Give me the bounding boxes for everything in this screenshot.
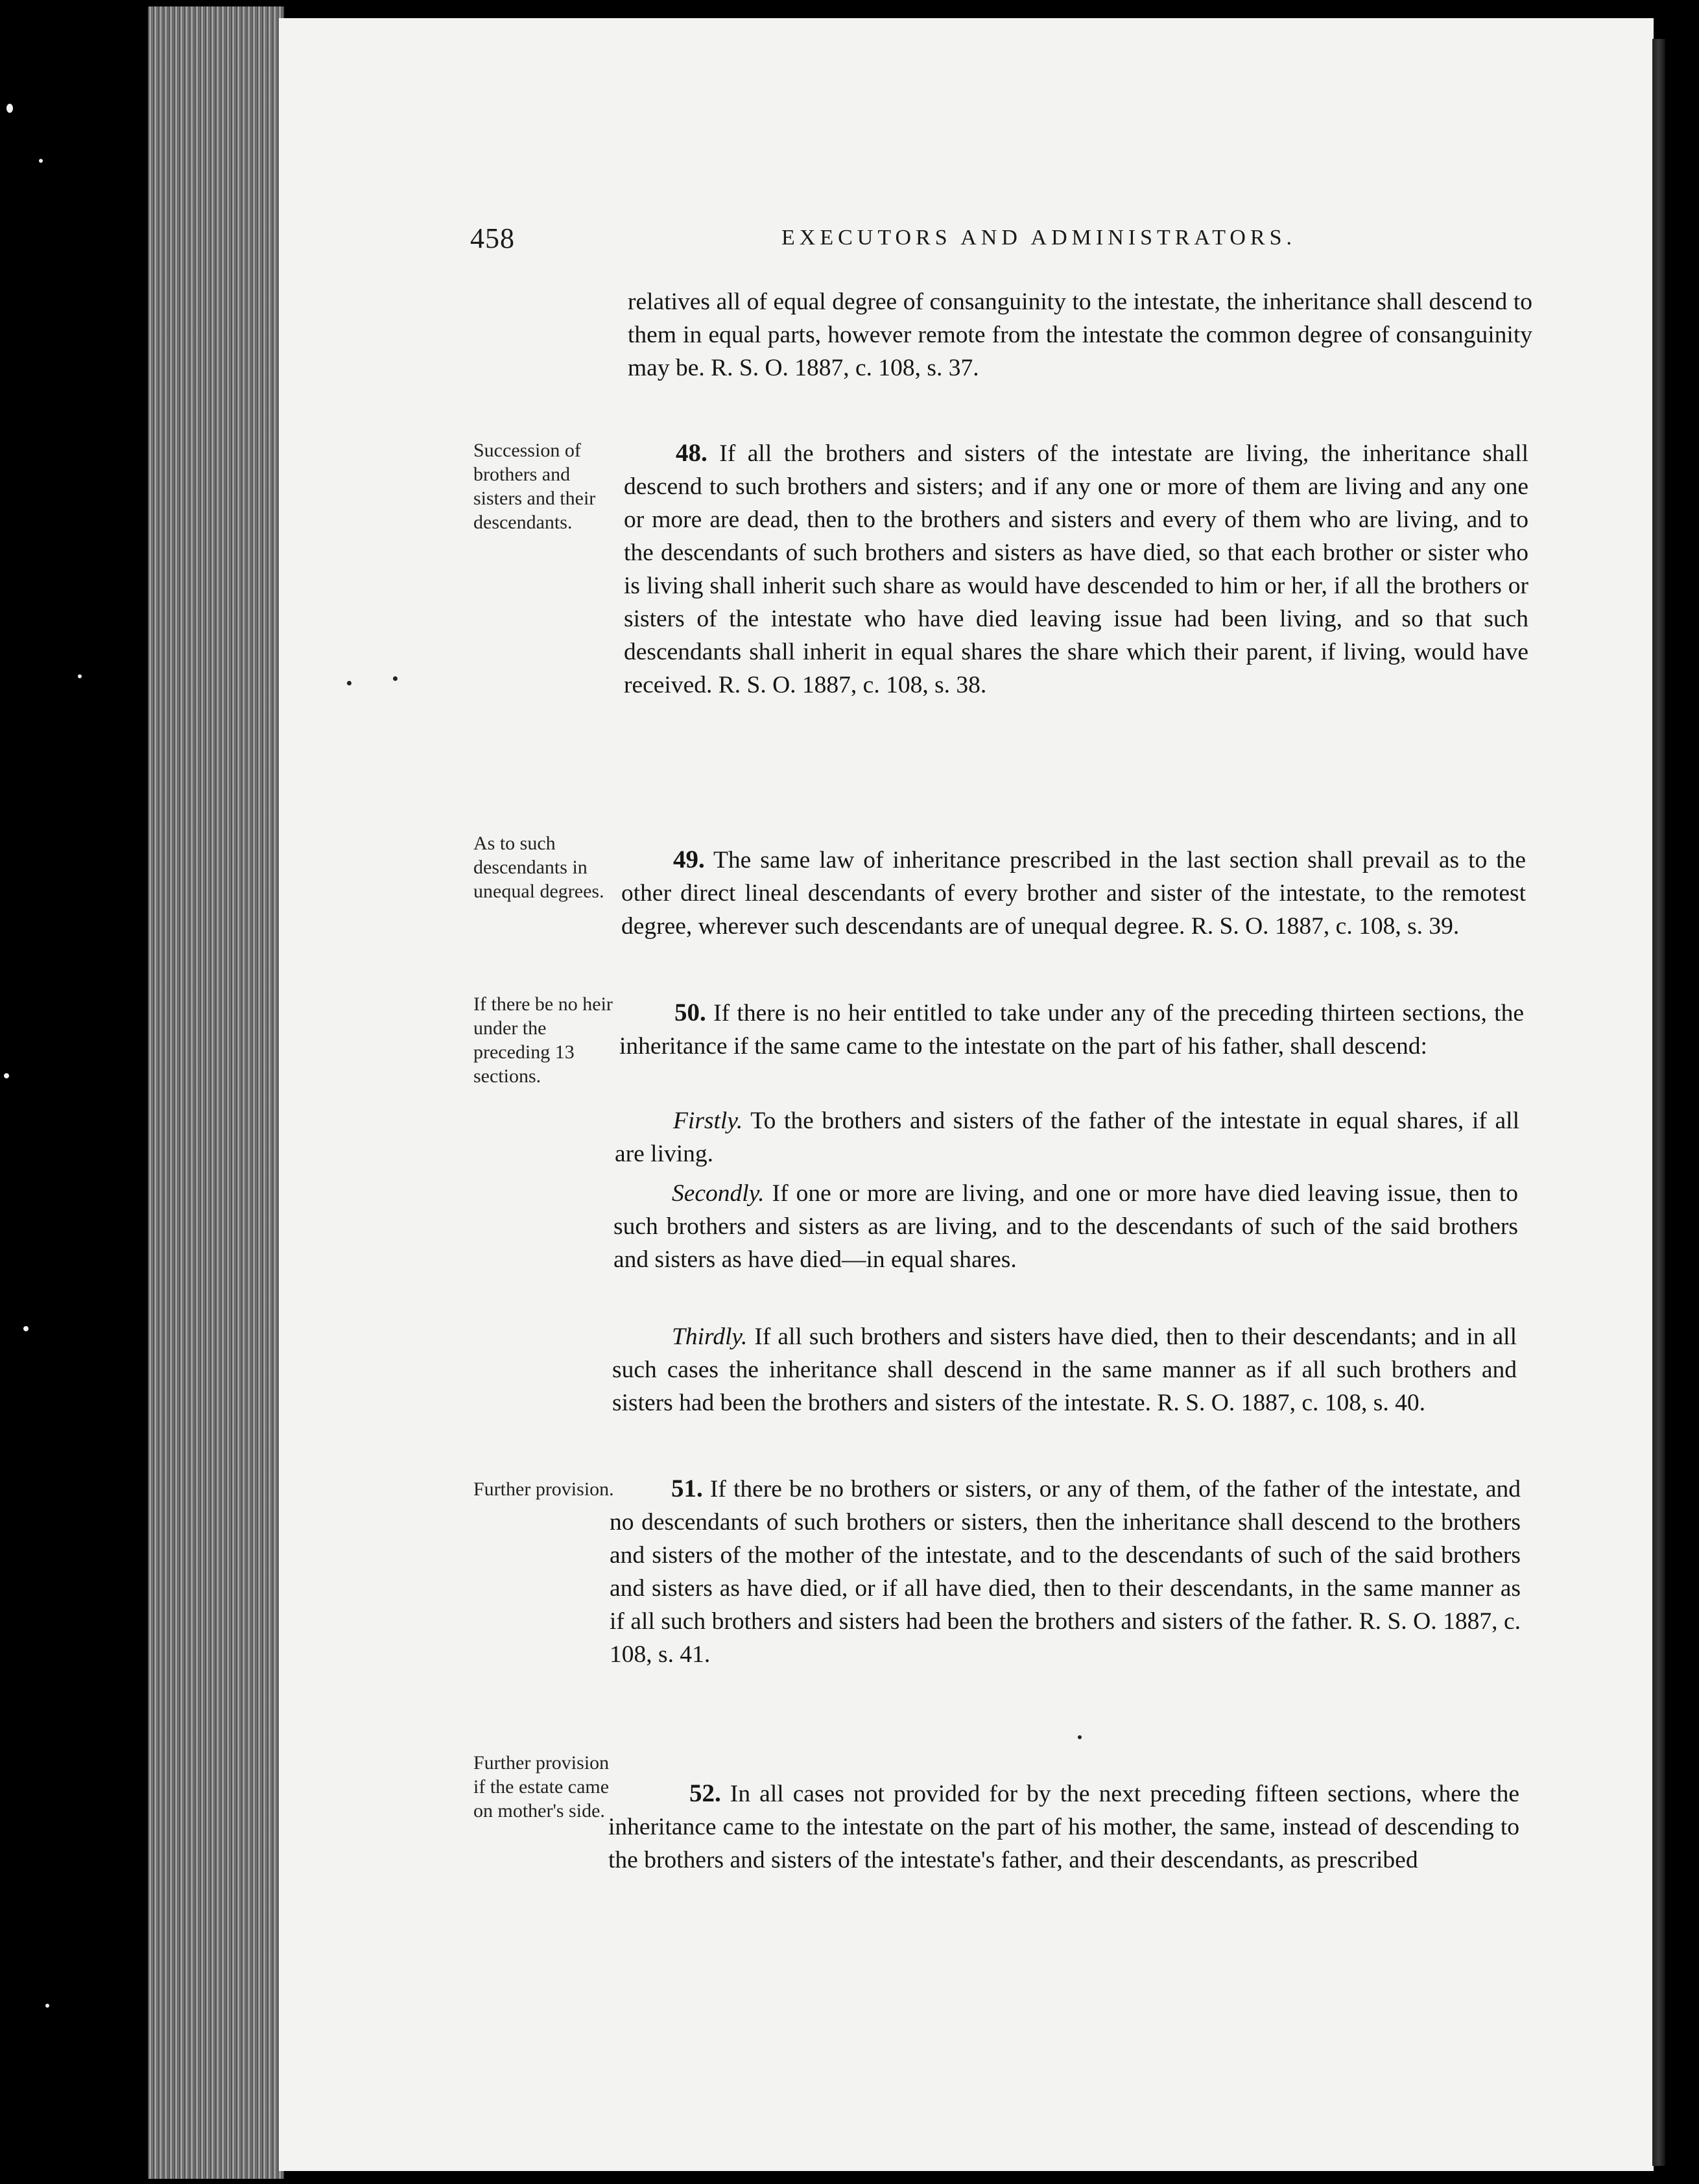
clause-lead: Thirdly. — [672, 1323, 748, 1350]
scan-speck — [6, 104, 13, 113]
facing-page-edge — [1652, 39, 1665, 2166]
clause-text: If all such brothers and sisters have died, then to their descendants; and in all such cases the inheritance shall descend in the same manner as if all such brothers and sisters had been the brothers and sisters of the intestate. R. S. O. 1887, c. 108, s. 40. — [612, 1323, 1517, 1416]
section-number: 51. — [671, 1475, 703, 1502]
section-text: The same law of inheritance prescribed in the last section shall prevail as to the other direct lineal descendants of every brother and sister of the intestate, to the remotest degree, wherever such descendants are of unequal degree. R. S. O. 1887, c. 108, s. 39. — [621, 847, 1526, 940]
section-text: If all the brothers and sisters of the intestate are living, the inheritance shall descend to such brothers and sisters; and if any one or more of them are living and any one or more are dead, then to the brothers and sisters and every of them who are living, and to the descendants of such brothers and sisters as have died, so that each brother or sister who is living shall inherit such share as would have descended to him or her, if all the brothers or sisters of the intestate who have died leaving issue had been living, and so that such descendants shall inherit in equal shares the share which their parent, if living, would have received. R. S. O. 1887, c. 108, s. 38. — [624, 440, 1528, 698]
section-number: 50. — [674, 999, 706, 1027]
paragraph-47-end — [628, 285, 1532, 385]
scan-speck — [78, 674, 82, 678]
margin-note-48: Succession of brothers and sisters and their descendants. — [473, 440, 596, 533]
scan-speck — [39, 159, 43, 163]
margin-note-51: Further provision. — [473, 1478, 614, 1500]
clause-lead: Firstly. — [673, 1108, 743, 1134]
section-52 — [608, 1777, 1519, 1877]
margin-note-52: Further provision if the estate came on mother's side. — [473, 1752, 610, 1822]
running-head: EXECUTORS AND ADMINISTRATORS. — [781, 226, 1296, 250]
section-49 — [621, 843, 1526, 943]
scan-speck — [1517, 2165, 1523, 2170]
scan-speck — [23, 1326, 29, 1331]
section-text: If there be no brothers or sisters, or any of them, of the father of the intestate, and no descendants of such brothers or sisters, then the inheritance shall descend to the brothers and sisters of the mother of the intestate, and to the descendants of such of the said brothers and sisters as have died, or if all have died, then to their descendants, in the same manner as if all such brothers and sisters had been the brothers and sisters of the father. R. S. O. 1887, c. 108, s. 41. — [610, 1476, 1521, 1668]
clause-lead: Secondly. — [672, 1180, 765, 1207]
section-51 — [610, 1472, 1521, 1671]
section-50-firstly — [615, 1104, 1519, 1170]
section-text: In all cases not provided for by the next preceding fifteen sections, where the inheritance came to the intestate on the part of his mother, the same, instead of descending to the brothers and sisters of the intestate's father, and their descendants, as prescribed — [608, 1781, 1519, 1873]
ink-dot — [347, 681, 351, 685]
ink-dot — [1078, 1735, 1082, 1739]
section-48 — [624, 436, 1528, 702]
section-50-thirdly — [612, 1320, 1517, 1419]
paragraph-text: relatives all of equal degree of consanguinity to the intestate, the inheritance shall descend to them in equal parts, however remote from the intestate the common degree of consanguinity may be. R. S. O. 1887, c. 108, s. 37. — [628, 289, 1532, 381]
margin-note-50: If there be no heir under the preceding 13 sections. — [473, 993, 613, 1087]
section-text: If there is no heir entitled to take under any of the preceding thirteen sections, the inheritance if the same came to the intestate on the part of his father, shall descend: — [619, 1000, 1524, 1060]
scan-speck — [45, 2004, 49, 2008]
section-number: 52. — [689, 1779, 721, 1807]
book-page-edges — [148, 6, 284, 2179]
section-50-secondly — [613, 1177, 1518, 1276]
section-number: 48. — [676, 439, 707, 467]
clause-text: If one or more are living, and one or more have died leaving issue, then to such brothers and sisters as are living, and to the descendants of such of the said brothers and sisters as have died—in equal shares. — [613, 1180, 1518, 1273]
section-50 — [619, 996, 1524, 1063]
ink-dot — [393, 676, 398, 681]
page-header — [470, 222, 1657, 261]
scan-speck — [4, 1073, 9, 1078]
clause-text: To the brothers and sisters of the father of the intestate in equal shares, if all are living. — [615, 1108, 1519, 1167]
page-number: 458 — [470, 222, 515, 254]
section-number: 49. — [673, 846, 705, 873]
margin-note-49: As to such descendants in unequal degrees. — [473, 833, 604, 902]
